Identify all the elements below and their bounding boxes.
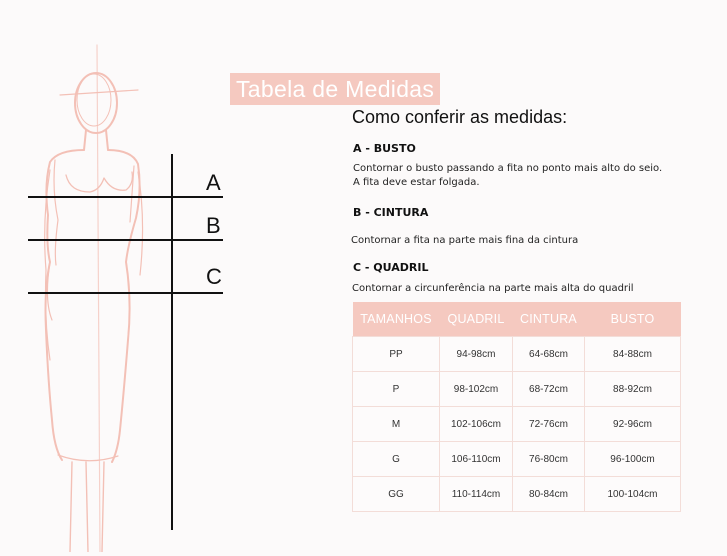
- cell-size: GG: [353, 477, 440, 512]
- table-row: [353, 372, 681, 407]
- table-row: [353, 407, 681, 442]
- cell-size: P: [353, 372, 440, 407]
- cell-quadril: 98-102cm: [440, 372, 513, 407]
- measure-label-a: A: [206, 170, 221, 195]
- section-line: Contornar a fita na parte mais fina da cintura: [351, 235, 579, 246]
- section-text-cintura: [351, 234, 578, 248]
- section-text-quadril: [352, 282, 634, 296]
- table-header-row: [353, 302, 681, 337]
- cell-cintura: 80-84cm: [513, 477, 585, 512]
- cell-busto: 88-92cm: [585, 372, 681, 407]
- section-line: A fita deve estar folgada.: [353, 177, 480, 188]
- page-title: Tabela de Medidas: [230, 73, 440, 105]
- section-heading-cintura: B - CINTURA: [353, 206, 429, 219]
- cell-quadril: 94-98cm: [440, 337, 513, 372]
- cell-busto: 84-88cm: [585, 337, 681, 372]
- section-text-busto: [353, 162, 662, 190]
- cell-busto: 92-96cm: [585, 407, 681, 442]
- section-line: Contornar o busto passando a fita no ponto mais alto do seio.: [353, 163, 663, 174]
- cell-size: G: [353, 442, 440, 477]
- section-heading-busto: A - BUSTO: [353, 142, 416, 155]
- body-figure: [0, 0, 240, 552]
- section-heading-quadril: C - QUADRIL: [353, 261, 429, 274]
- cell-cintura: 72-76cm: [513, 407, 585, 442]
- cell-cintura: 68-72cm: [513, 372, 585, 407]
- header-cintura: CINTURA: [513, 302, 585, 337]
- table-row: [353, 337, 681, 372]
- cell-quadril: 102-106cm: [440, 407, 513, 442]
- body-sketch-illustration: [0, 0, 240, 552]
- cell-busto: 100-104cm: [585, 477, 681, 512]
- page-subtitle: Como conferir as medidas:: [352, 107, 568, 127]
- table-row: [353, 477, 681, 512]
- measure-label-b: B: [206, 213, 221, 238]
- section-line: Contornar a circunferência na parte mais alta do quadril: [352, 283, 634, 294]
- cell-size: M: [353, 407, 440, 442]
- header-tamanhos: TAMANHOS: [353, 302, 440, 337]
- measure-label-c: C: [206, 264, 222, 289]
- cell-cintura: 76-80cm: [513, 442, 585, 477]
- size-table: [352, 302, 681, 512]
- cell-quadril: 110-114cm: [440, 477, 513, 512]
- cell-busto: 96-100cm: [585, 442, 681, 477]
- header-quadril: QUADRIL: [440, 302, 513, 337]
- table-row: [353, 442, 681, 477]
- cell-cintura: 64-68cm: [513, 337, 585, 372]
- cell-size: PP: [353, 337, 440, 372]
- cell-quadril: 106-110cm: [440, 442, 513, 477]
- header-busto: BUSTO: [585, 302, 681, 337]
